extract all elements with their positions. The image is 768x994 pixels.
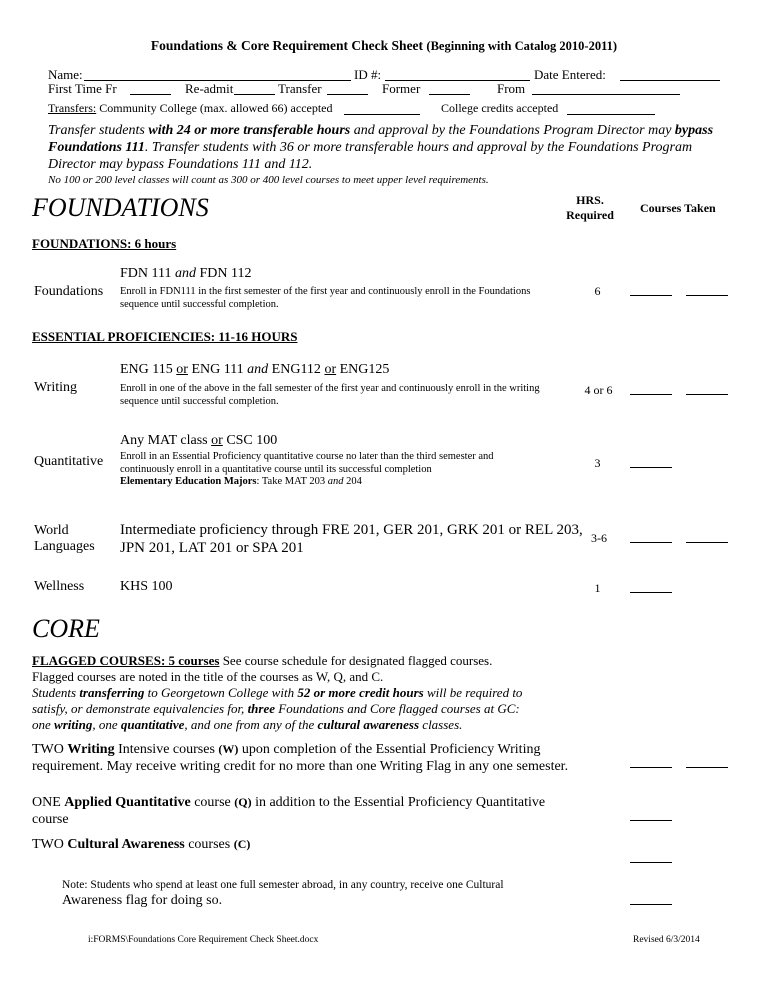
tn-p3: and approval by the Foundations Program Director may [350, 123, 675, 138]
former-field[interactable] [429, 94, 470, 95]
foundations-heading: FOUNDATIONS [32, 193, 209, 222]
title-main: Foundations & Core Requirement Check Sheet [150, 38, 424, 53]
fl3b: transferring [79, 685, 145, 700]
col-required: Required [566, 208, 614, 222]
col-courses-taken: Courses Taken [640, 201, 716, 215]
wr-note1: Enroll in one of the above in the fall semester of the first year and continuously enroll in the writing [120, 383, 540, 394]
fdn-courses [120, 266, 251, 282]
wr-note2: sequence until successful completion. [120, 395, 279, 407]
date-label: Date Entered: [534, 67, 606, 82]
wellness-label: Wellness [34, 579, 85, 594]
q-or: or [211, 433, 223, 448]
fdn-note2: sequence until successful completion. [120, 298, 279, 310]
fdn-and: and [174, 266, 196, 281]
abroad-note-line1: Note: Students who spend at least one full semester abroad, in any country, receive one Cultural [62, 879, 504, 891]
q-note3-text: : Take MAT 203 [256, 476, 328, 487]
page-title [0, 38, 768, 54]
flagged-line1 [32, 653, 492, 669]
fdn-course-a: FDN 111 [120, 266, 175, 281]
quantitative-label: Quantitative [34, 454, 104, 469]
date-field[interactable] [620, 80, 720, 81]
fl5d: quantitative [120, 717, 185, 732]
quant-hrs: 3 [594, 456, 601, 470]
from-label: From [497, 81, 526, 96]
core-heading: CORE [32, 614, 100, 643]
flagged-line3 [32, 685, 522, 701]
transfer-note-line2 [48, 140, 692, 156]
wr-c1: ENG 115 [120, 362, 177, 377]
id-label: ID #: [354, 67, 382, 82]
wr-c3: ENG112 [268, 362, 325, 377]
lang-taken-1[interactable] [630, 542, 672, 543]
writing-hrs: 4 or 6 [584, 383, 613, 397]
wr-c4: ENG125 [336, 362, 390, 377]
fdn-note1: Enroll in FDN111 in the first semester of the first year and continuously enroll in the Foundations [120, 286, 531, 297]
qf-c: course [190, 795, 235, 810]
wellness-course: KHS 100 [120, 579, 173, 594]
fl5c: , one [92, 717, 121, 732]
fl4a: satisfy, or demonstrate equivalencies for, [32, 701, 248, 716]
q-c2: CSC 100 [222, 433, 278, 448]
footer-revised: Revised 6/3/2014 [633, 935, 700, 945]
fdn-hrs: 6 [594, 284, 601, 298]
writing-flag-line2: requirement. May receive writing credit for no more than one Writing Flag in any one semester. [32, 759, 569, 774]
wr-and: and [247, 362, 269, 377]
fl5e: , and one from any of the [184, 717, 318, 732]
transfer-note-small: No 100 or 200 level classes will count as 300 or 400 level courses to meet upper level requirements. [48, 174, 489, 186]
fl5f: cultural awareness [317, 717, 420, 732]
wr-or2: or [324, 362, 337, 377]
quant-courses [120, 433, 277, 449]
languages-label: Languages [34, 539, 95, 554]
fdn-note [120, 286, 530, 311]
title-sub: (Beginning with Catalog 2010-2011) [426, 39, 618, 53]
col-hrs: HRS. [576, 193, 604, 207]
foundations-section-title: FOUNDATIONS: 6 hours [32, 236, 177, 251]
wf-d: (W) [218, 742, 239, 756]
qf-b: Applied Quantitative [64, 795, 191, 810]
writing-taken-2[interactable] [686, 394, 728, 395]
quant-flag-taken-1[interactable] [630, 820, 672, 821]
world-label: World [34, 523, 69, 538]
transfers-label: Transfers: [48, 101, 97, 115]
cc-accepted-field[interactable] [344, 114, 420, 115]
tn-p5: Foundations 111 [48, 140, 145, 155]
cultural-flag-taken-1[interactable] [630, 862, 672, 863]
fl3d: 52 or more credit hours [297, 685, 424, 700]
qf-d: (Q) [234, 795, 252, 809]
readmit-field[interactable] [234, 94, 275, 95]
q-note2: continuously enroll in a quantitative course until its successful completion [120, 463, 432, 475]
wellness-taken-1[interactable] [630, 592, 672, 593]
wr-or1: or [176, 362, 188, 377]
wf-c: Intensive courses [114, 742, 219, 757]
cf-c: courses [184, 837, 234, 852]
fdn-course-b: FDN 112 [195, 266, 252, 281]
fdn-taken-2[interactable] [686, 295, 728, 296]
fl3e: will be required to [423, 685, 523, 700]
q-note3-end: 204 [343, 476, 362, 487]
former-label: Former [382, 81, 421, 96]
footer-path: i:FORMS\Foundations Core Requirement Check Sheet.docx [88, 935, 319, 945]
fl4b: three [247, 701, 276, 716]
cf-a: TWO [32, 837, 68, 852]
qf-e: in addition to the Essential Proficiency Quantitative [251, 795, 546, 810]
flagged-heading: FLAGGED COURSES: 5 courses [32, 653, 220, 668]
transfer-field[interactable] [327, 94, 368, 95]
wellness-hrs: 1 [594, 581, 601, 595]
quant-note [120, 451, 494, 489]
writing-flag-taken-1[interactable] [630, 767, 672, 768]
tn-p1: Transfer students [48, 123, 149, 138]
first-time-label: First Time Fr [48, 81, 117, 96]
tn-p2: with 24 or more transferable hours [148, 123, 351, 138]
cc-text: Community College (max. allowed 66) accepted [99, 101, 333, 115]
transfers-row [48, 101, 333, 116]
quant-flag-line1 [32, 795, 545, 811]
cf-b: Cultural Awareness [67, 837, 185, 852]
abroad-note-line2: Awareness flag for doing so. [62, 893, 223, 908]
flagged-line5 [32, 717, 462, 733]
college-credits-field[interactable] [567, 114, 655, 115]
flagged-heading-rest: See course schedule for designated flagged courses. [219, 653, 493, 668]
transfer-note-line1 [48, 123, 713, 139]
q-note3 [120, 476, 494, 489]
writing-note [120, 383, 540, 408]
wf-a: TWO [32, 742, 68, 757]
writing-flag-line1 [32, 742, 540, 758]
quant-flag-line2: course [32, 812, 69, 827]
writing-courses [120, 362, 389, 378]
wf-e: upon completion of the Essential Proficiency Writing [238, 742, 541, 757]
college-credits-text: College credits accepted [441, 101, 559, 115]
qf-a: ONE [32, 795, 65, 810]
wr-c2: ENG 111 [187, 362, 248, 377]
fl5a: one [32, 717, 55, 732]
q-note1: Enroll in an Essential Proficiency quantitative course no later than the third semester and [120, 451, 494, 462]
lang-hrs: 3-6 [591, 531, 607, 545]
tn-p4: bypass [674, 123, 714, 138]
transfer-note-line3: Director may bypass Foundations 111 and 112. [48, 157, 313, 172]
writing-label: Writing [34, 380, 77, 395]
writing-taken-1[interactable] [630, 394, 672, 395]
wf-b: Writing [67, 742, 115, 757]
q-c1: Any MAT class [120, 433, 212, 448]
lang-taken-2[interactable] [686, 542, 728, 543]
q-note3-and: and [327, 476, 344, 487]
fl3c: to Georgetown College with [144, 685, 298, 700]
fl3a: Students [32, 685, 80, 700]
readmit-label: Re-admit [185, 81, 234, 96]
foundations-label: Foundations [34, 284, 104, 299]
transfer-label: Transfer [278, 81, 322, 96]
cf-d: (C) [233, 837, 251, 851]
cultural-flag-line [32, 837, 250, 853]
quant-taken-1[interactable] [630, 467, 672, 468]
name-label: Name: [48, 67, 83, 82]
lang-text2: JPN 201, LAT 201 or SPA 201 [120, 540, 304, 556]
first-time-field[interactable] [130, 94, 171, 95]
tn-p6: . Transfer students with 36 or more transferable hours and approval by the Foundations Program [144, 140, 693, 155]
cultural-flag-taken-2[interactable] [630, 904, 672, 905]
fdn-taken-1[interactable] [630, 295, 672, 296]
fl5b: writing [54, 717, 93, 732]
lang-text1: Intermediate proficiency through FRE 201, GER 201, GRK 201 or REL 203, [120, 522, 583, 538]
q-note3-bold: Elementary Education Majors [120, 476, 257, 487]
from-field[interactable] [532, 94, 680, 95]
fl5g: classes. [419, 717, 463, 732]
writing-flag-taken-2[interactable] [686, 767, 728, 768]
flagged-line4 [32, 701, 520, 717]
ep-section-title: ESSENTIAL PROFICIENCIES: 11-16 HOURS [32, 329, 298, 344]
fl4c: Foundations and Core flagged courses at GC: [275, 701, 520, 716]
flagged-line2: Flagged courses are noted in the title of the courses as W, Q, and C. [32, 669, 384, 684]
